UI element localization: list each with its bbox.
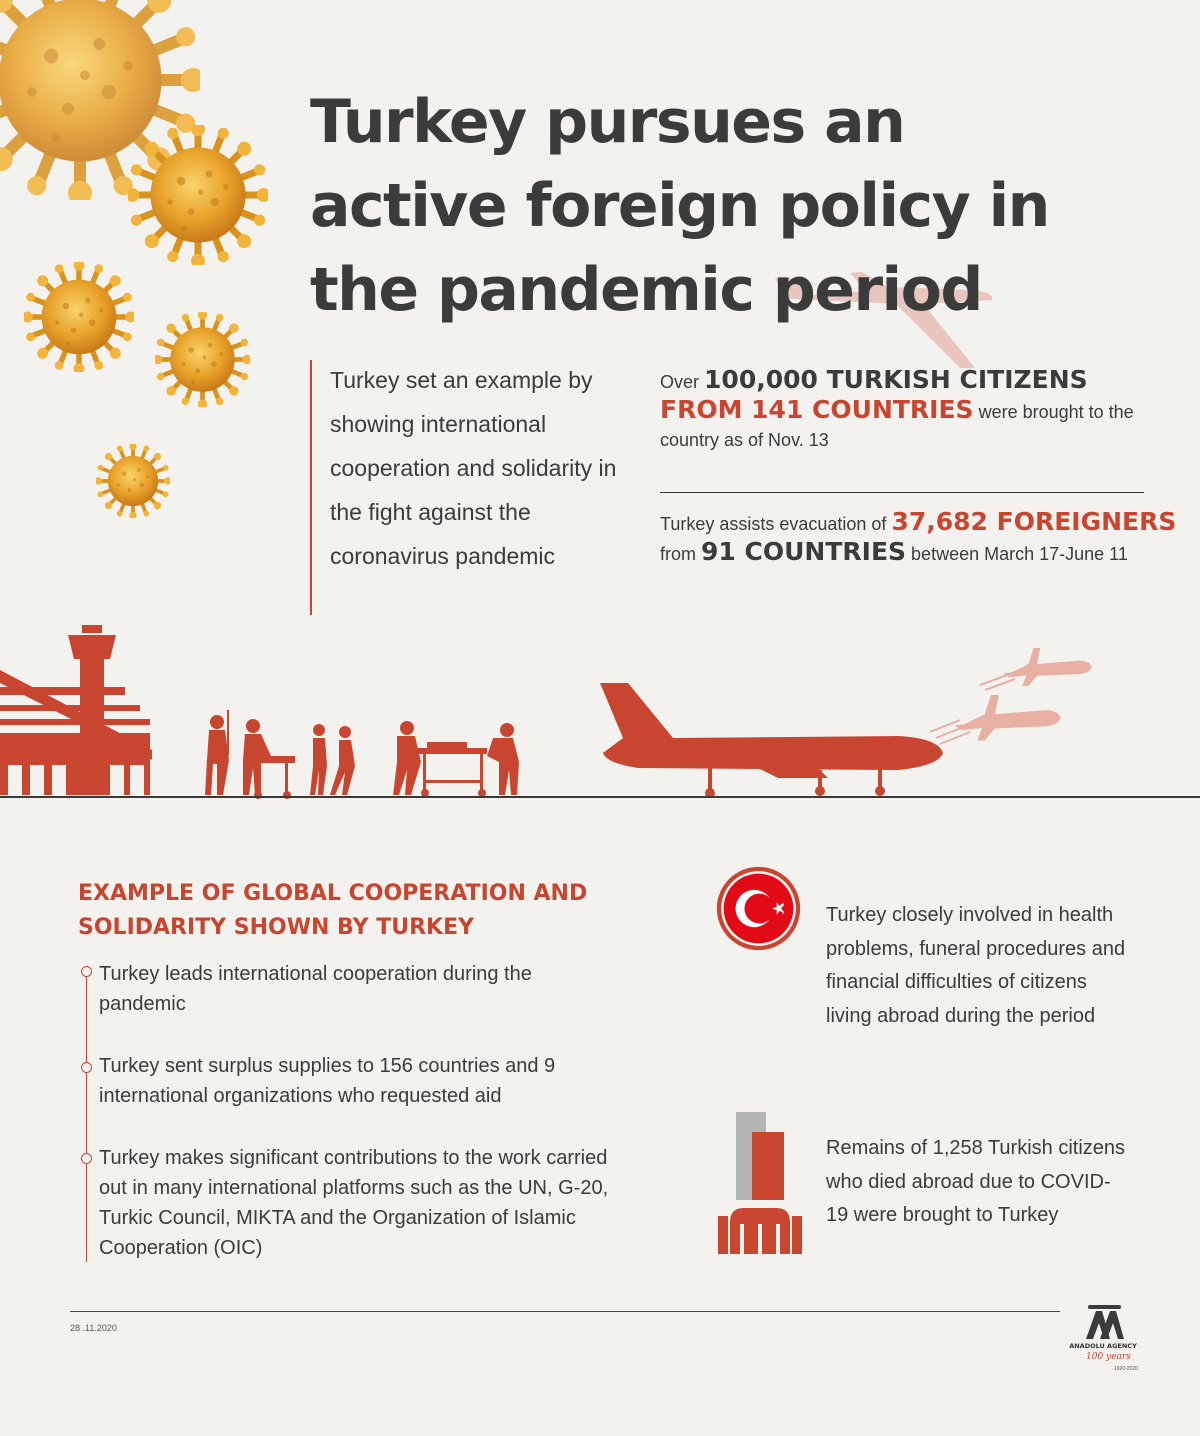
stat-citizens-prefix: Over [660,372,700,392]
stat-citizens-suffix: were brought to the country as of Nov. 13 [660,402,1134,450]
publish-date: 28 .11.2020 [70,1323,117,1333]
stat-foreigners-countries: 91 COUNTRIES [701,537,907,566]
coffin-icon [716,1112,806,1257]
stat-foreigners-from: from [660,544,696,564]
fact-text: Remains of 1,258 Turkish citizens who died abroad due to COVID-19 were brought to Turkey [826,1137,1126,1226]
bullet-dot [81,966,92,977]
stat-foreigners-prefix: Turkey assists evacuation of [660,514,887,534]
stat-citizens [660,366,1160,454]
intro-divider [310,360,312,615]
virus-icon [96,444,170,518]
cooperation-item: Turkey makes significant contributions to the work carried out in many international platforms such as the UN, G-20, Turkic Council, MIKTA and the Organization of Islamic Cooperation (OIC) [99,1147,609,1259]
footer-divider [70,1311,1060,1312]
airport-terminal-illustration [0,615,160,800]
bullet-dot [81,1153,92,1164]
stat-citizens-countries: FROM 141 COUNTRIES [660,395,974,424]
speed-lines [930,660,1050,750]
cooperation-heading: EXAMPLE OF GLOBAL COOPERATION AND SOLIDARITY SHOWN BY TURKEY [78,881,588,940]
bullets-line [86,970,87,1262]
medical-staff-illustration [195,700,535,800]
turkish-flag-icon [716,866,801,951]
stat-foreigners [660,508,1190,568]
stat-divider [660,492,1144,493]
stat-foreigners-suffix: between March 17-June 11 [911,544,1128,564]
virus-icon [24,262,134,372]
virus-icon [128,125,268,265]
anniversary-label: 100 years [1086,1352,1131,1362]
ground-line [0,796,1200,798]
anniversary-range: 1920-2020 [1114,1366,1138,1372]
cooperation-item: Turkey sent surplus supplies to 156 countries and 9 international organizations who requested aid [99,1055,556,1107]
airplane-icon [598,678,948,800]
agency-name: ANADOLU AGENCY [1069,1342,1137,1350]
stat-foreigners-number: 37,682 FOREIGNERS [891,507,1177,536]
anadolu-agency-logo [1082,1303,1127,1341]
virus-icon [155,312,250,407]
cooperation-item: Turkey leads international cooperation during the pandemic [99,963,532,1015]
bullet-dot [81,1062,92,1073]
intro-text: Turkey set an example by showing international cooperation and solidarity in the fight against the coronavirus pandemic [330,367,617,569]
page-title: Turkey pursues an active foreign policy in the pandemic period [310,87,1049,325]
fact-text: Turkey closely involved in health problems, funeral procedures and financial difficulties of citizens living abroad during the period [826,904,1126,1027]
stat-citizens-number: 100,000 TURKISH CITIZENS [704,365,1088,394]
